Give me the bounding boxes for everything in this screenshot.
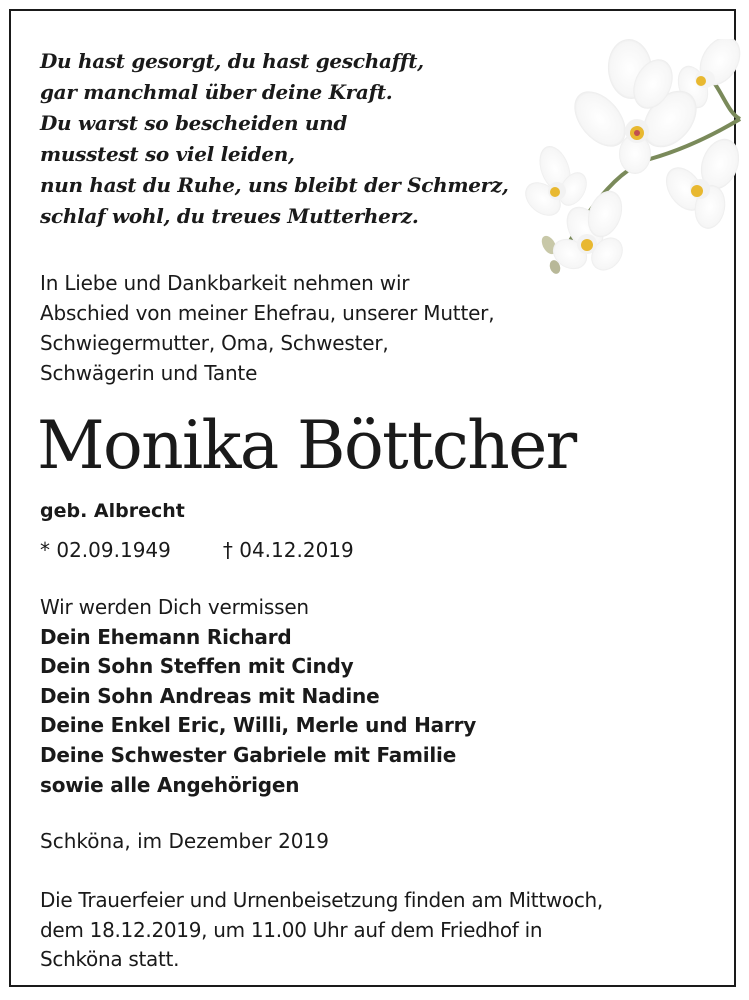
funeral-line: dem 18.12.2019, um 11.00 Uhr auf dem Friedhof in	[40, 917, 543, 942]
funeral-line: Die Trauerfeier und Urnenbeisetzung finden am Mittwoch,	[40, 888, 603, 912]
poem-line: schlaf wohl, du treues Mutterherz.	[40, 204, 419, 228]
poem	[40, 46, 509, 232]
birth-date: * 02.09.1949	[40, 538, 171, 562]
poem-line: gar manchmal über deine Kraft.	[40, 80, 393, 104]
orchid-flower-icon	[525, 39, 749, 279]
intro-line: In Liebe und Dankbarkeit nehmen wir	[40, 271, 410, 295]
poem-line: musstest so viel leiden,	[40, 142, 295, 166]
mourners-intro: Wir werden Dich vermissen	[40, 595, 309, 619]
death-date: † 04.12.2019	[222, 538, 354, 562]
place-date: Schköna, im Dezember 2019	[40, 829, 329, 853]
mourner-line: Dein Ehemann Richard	[40, 624, 292, 649]
mourner-line: Dein Sohn Andreas mit Nadine	[40, 683, 380, 708]
intro-line: Abschied von meiner Ehefrau, unserer Mutter,	[40, 301, 495, 325]
deceased-name: Monika Böttcher	[37, 407, 576, 484]
intro-line: Schwägerin und Tante	[40, 361, 258, 385]
intro-line: Schwiegermutter, Oma, Schwester,	[40, 331, 389, 355]
poem-line: nun hast du Ruhe, uns bleibt der Schmerz,	[40, 173, 509, 197]
mourner-line: sowie alle Angehörigen	[40, 772, 300, 797]
mourner-line: Deine Enkel Eric, Willi, Merle und Harry	[40, 713, 477, 738]
mourner-line: Dein Sohn Steffen mit Cindy	[40, 654, 354, 679]
obituary-frame	[9, 9, 736, 987]
funeral-line: Schköna statt.	[40, 947, 180, 971]
poem-line: Du hast gesorgt, du hast geschafft,	[40, 49, 424, 73]
mourners	[40, 593, 476, 800]
mourner-line: Deine Schwester Gabriele mit Familie	[40, 742, 457, 767]
maiden-name: geb. Albrecht	[40, 500, 185, 522]
life-dates	[40, 536, 354, 564]
intro-text	[40, 268, 494, 388]
poem-line: Du warst so bescheiden und	[40, 111, 348, 135]
funeral-notice	[40, 886, 603, 975]
